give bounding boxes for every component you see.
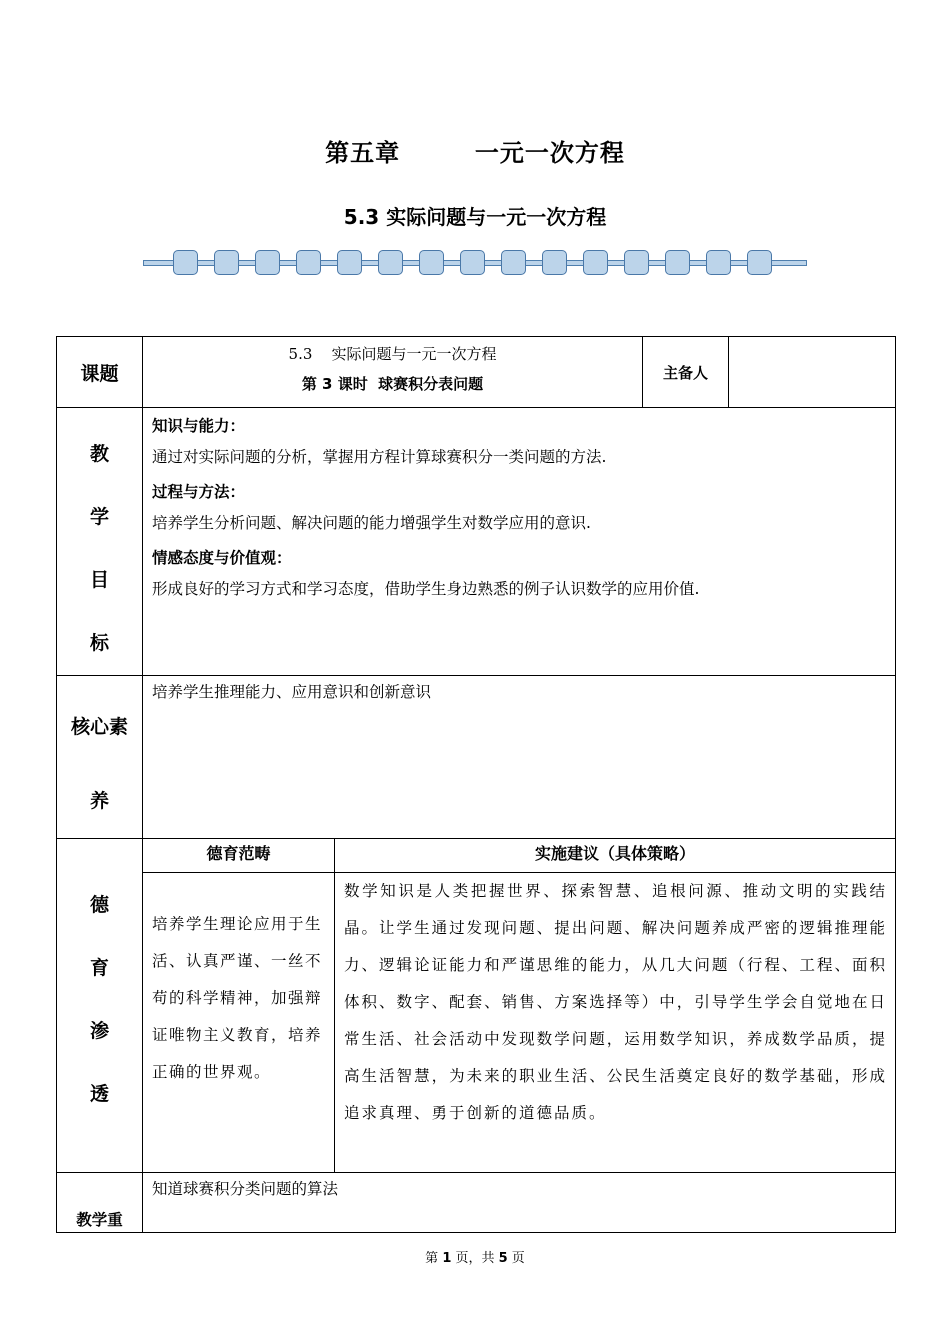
objective-heading-process: 过程与方法： <box>152 483 246 501</box>
objective-text-knowledge: 通过对实际问题的分析，掌握用方程计算球赛积分一类问题的方法. <box>152 448 607 466</box>
chain-link <box>337 250 362 275</box>
core-label-line-1: 核心素 <box>70 716 128 738</box>
objectives-label <box>57 408 143 676</box>
objectives-row <box>57 408 896 676</box>
chapter-title: 第五章 一元一次方程 <box>325 139 625 167</box>
topic-title-cell <box>143 337 643 408</box>
chain-link <box>583 250 608 275</box>
chain-link <box>501 250 526 275</box>
core-literacy-label <box>57 676 143 839</box>
objectives-label-char: 标 <box>89 632 109 654</box>
core-literacy-row <box>57 676 896 839</box>
chain-link <box>624 250 649 275</box>
footer-suffix: 页 <box>507 1251 525 1266</box>
decorative-chain-divider <box>143 250 807 278</box>
moral-category-text: 培养学生理论应用于生活、认真严谨、一丝不苟的科学精神，加强辩证唯物主义教育，培养正确的世界观。 <box>143 873 335 1173</box>
objective-text-process: 培养学生分析问题、解决问题的能力增强学生对数学应用的意识. <box>152 514 591 532</box>
lesson-plan-table <box>56 336 896 1233</box>
objective-heading-attitude: 情感态度与价值观： <box>152 549 292 567</box>
moral-strategy-text: 数学知识是人类把握世界、探索智慧、追根问源、推动文明的实践结晶。让学生通过发现问题、提出问题、解决问题养成严密的逻辑推理能力、逻辑论证能力和严谨思维的能力，从几大问题（行程、工程、面积体积、数字、配套、销售、方案选择等）中，引导学生学会自觉地在日常生活、社会活动中发现数学问题，运用数学知识，养成数学品质，提高生活智慧，为未来的职业生活、公民生活奠定良好的数学基础，形成追求真理、勇于创新的道德品质。 <box>335 873 896 1173</box>
objectives-content <box>143 408 896 676</box>
chain-link <box>460 250 485 275</box>
chain-link <box>665 250 690 275</box>
objective-text-attitude: 形成良好的学习方式和学习态度，借助学生身边熟悉的例子认识数学的应用价值. <box>152 580 700 598</box>
chain-link <box>296 250 321 275</box>
chain-link <box>747 250 772 275</box>
core-literacy-text: 培养学生推理能力、应用意识和创新意识 <box>143 676 896 839</box>
key-points-label: 教学重 <box>57 1173 143 1233</box>
topic-row <box>57 337 896 408</box>
preparer-value <box>729 337 896 408</box>
moral-strategy-header: 实施建议（具体策略） <box>335 839 896 873</box>
moral-header-row <box>57 839 896 873</box>
preparer-label: 主备人 <box>643 337 729 408</box>
page-footer <box>0 1247 950 1266</box>
footer-middle: 页，共 <box>451 1251 499 1266</box>
moral-label-char: 育 <box>89 957 109 979</box>
chain-link <box>706 250 731 275</box>
topic-line-2: 第 3 课时 球赛积分表问题 <box>301 375 484 393</box>
footer-prefix: 第 <box>425 1251 443 1266</box>
chain-link <box>173 250 198 275</box>
chain-link <box>378 250 403 275</box>
objective-heading-knowledge: 知识与能力： <box>152 417 246 435</box>
topic-line-1: 5.3 实际问题与一元一次方程 <box>288 345 497 363</box>
objectives-label-char: 目 <box>89 569 109 591</box>
chain-link <box>255 250 280 275</box>
topic-label: 课题 <box>57 337 143 408</box>
chain-link <box>214 250 239 275</box>
moral-label-char: 渗 <box>89 1020 109 1042</box>
footer-total-pages: 5 <box>498 1251 508 1266</box>
objectives-label-char: 学 <box>89 506 109 528</box>
chain-link <box>542 250 567 275</box>
moral-content-row <box>57 873 896 1173</box>
key-points-text: 知道球赛积分类问题的算法 <box>143 1173 896 1233</box>
chain-link <box>419 250 444 275</box>
moral-category-header: 德育范畴 <box>143 839 335 873</box>
footer-page-number: 1 <box>442 1251 452 1266</box>
section-title: 5.3 实际问题与一元一次方程 <box>343 205 607 229</box>
core-label-line-2: 养 <box>89 790 109 812</box>
moral-label-char: 德 <box>89 894 109 916</box>
objectives-label-char: 教 <box>89 443 109 465</box>
key-points-row <box>57 1173 896 1233</box>
moral-label <box>57 839 143 1173</box>
moral-label-char: 透 <box>89 1083 109 1105</box>
